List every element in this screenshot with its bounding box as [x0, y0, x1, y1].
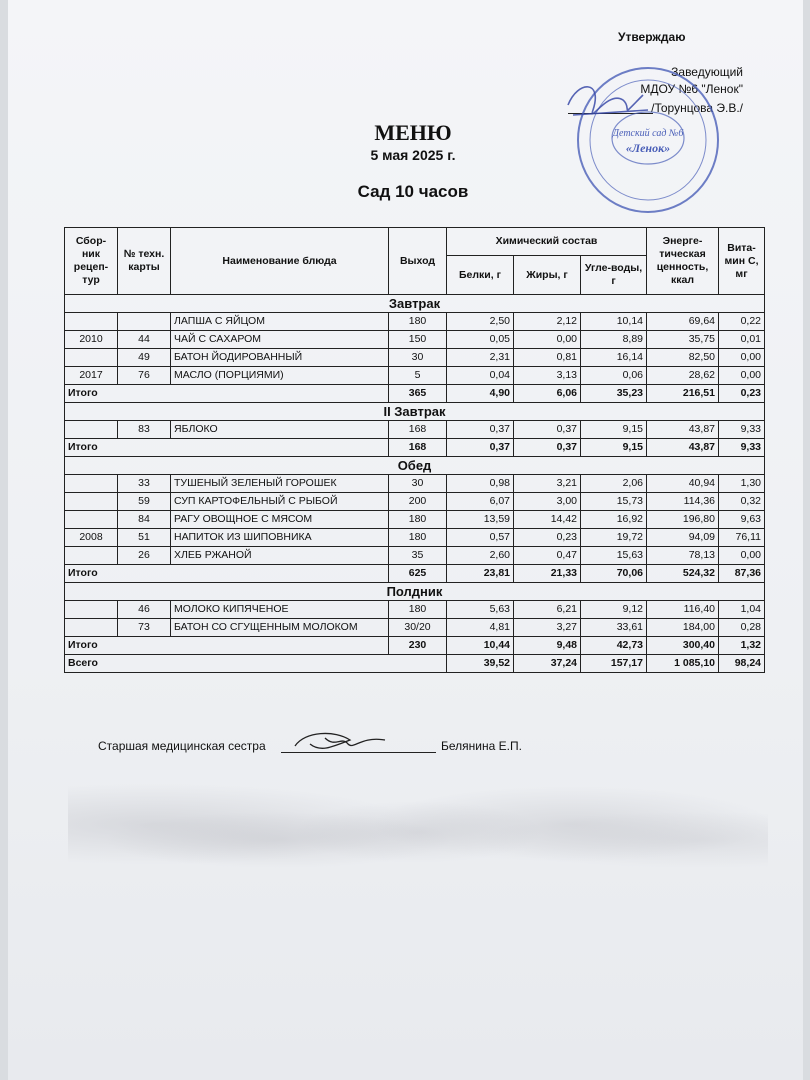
- cell-card: 84: [118, 511, 171, 529]
- cell-vitamin: 0,00: [719, 547, 765, 565]
- cell-carb: 0,06: [581, 367, 647, 385]
- cell-card: 59: [118, 493, 171, 511]
- stamp-text-2: «Ленок»: [625, 141, 671, 155]
- cell-energy: 35,75: [647, 331, 719, 349]
- cell-energy: 196,80: [647, 511, 719, 529]
- cell-protein: 0,57: [447, 529, 514, 547]
- cell-card: 44: [118, 331, 171, 349]
- cell-output: 30: [389, 349, 447, 367]
- total-row: [65, 385, 765, 403]
- total-fat: 9,48: [514, 637, 581, 655]
- total-label: Итого: [65, 565, 389, 583]
- cell-dish: БАТОН СО СГУЩЕННЫМ МОЛОКОМ: [171, 619, 389, 637]
- cell-output: 5: [389, 367, 447, 385]
- total-vitamin: 87,36: [719, 565, 765, 583]
- grand-total-fat: 37,24: [514, 655, 581, 673]
- cell-energy: 43,87: [647, 421, 719, 439]
- cell-carb: 8,89: [581, 331, 647, 349]
- approve-label: Утверждаю: [618, 30, 686, 44]
- cell-fat: 0,37: [514, 421, 581, 439]
- section-row: [65, 457, 765, 475]
- cell-fat: 0,23: [514, 529, 581, 547]
- table-row: [65, 547, 765, 565]
- cell-vitamin: 1,30: [719, 475, 765, 493]
- total-carb: 42,73: [581, 637, 647, 655]
- total-output: 168: [389, 439, 447, 457]
- cell-dish: БАТОН ЙОДИРОВАННЫЙ: [171, 349, 389, 367]
- cell-dish: НАПИТОК ИЗ ШИПОВНИКА: [171, 529, 389, 547]
- cell-carb: 9,15: [581, 421, 647, 439]
- cell-collection: [65, 421, 118, 439]
- header-fat: Жиры, г: [514, 256, 581, 295]
- cell-carb: 19,72: [581, 529, 647, 547]
- section-title: Полдник: [65, 583, 765, 601]
- cell-fat: 3,27: [514, 619, 581, 637]
- cell-dish: ТУШЕНЫЙ ЗЕЛЕНЫЙ ГОРОШЕК: [171, 475, 389, 493]
- cell-dish: МОЛОКО КИПЯЧЕНОЕ: [171, 601, 389, 619]
- cell-energy: 94,09: [647, 529, 719, 547]
- cell-carb: 15,63: [581, 547, 647, 565]
- header-card: № техн. карты: [118, 228, 171, 295]
- grand-total-energy: 1 085,10: [647, 655, 719, 673]
- total-output: 625: [389, 565, 447, 583]
- cell-output: 180: [389, 529, 447, 547]
- total-vitamin: 9,33: [719, 439, 765, 457]
- total-fat: 6,06: [514, 385, 581, 403]
- cell-collection: [65, 349, 118, 367]
- table-row: [65, 421, 765, 439]
- cell-card: 49: [118, 349, 171, 367]
- menu-subtitle: Сад 10 часов: [357, 182, 469, 201]
- cell-collection: [65, 493, 118, 511]
- cell-fat: 0,00: [514, 331, 581, 349]
- bleed-through-marks: [68, 760, 768, 920]
- cell-output: 180: [389, 511, 447, 529]
- cell-collection: 2017: [65, 367, 118, 385]
- section-title: II Завтрак: [65, 403, 765, 421]
- section-row: [65, 403, 765, 421]
- header-energy: Энерге-тическая ценность, ккал: [647, 228, 719, 295]
- cell-energy: 28,62: [647, 367, 719, 385]
- cell-vitamin: 0,00: [719, 349, 765, 367]
- total-protein: 10,44: [447, 637, 514, 655]
- total-carb: 9,15: [581, 439, 647, 457]
- table-row: [65, 475, 765, 493]
- total-protein: 23,81: [447, 565, 514, 583]
- cell-collection: [65, 619, 118, 637]
- head-name: /Торунцова Э.В./: [651, 101, 743, 115]
- cell-collection: [65, 511, 118, 529]
- cell-card: 83: [118, 421, 171, 439]
- cell-card: 26: [118, 547, 171, 565]
- cell-output: 30: [389, 475, 447, 493]
- total-fat: 0,37: [514, 439, 581, 457]
- cell-card: 76: [118, 367, 171, 385]
- total-protein: 4,90: [447, 385, 514, 403]
- header-dish: Наименование блюда: [171, 228, 389, 295]
- page-title: МЕНЮ: [374, 120, 452, 145]
- cell-fat: 0,81: [514, 349, 581, 367]
- cell-carb: 16,14: [581, 349, 647, 367]
- menu-date: 5 мая 2025 г.: [370, 147, 456, 163]
- total-carb: 70,06: [581, 565, 647, 583]
- nurse-role: Старшая медицинская сестра: [98, 739, 266, 753]
- nurse-signature: [290, 726, 390, 756]
- cell-card: 33: [118, 475, 171, 493]
- cell-vitamin: 0,01: [719, 331, 765, 349]
- header-chem: Химический состав: [447, 228, 647, 256]
- total-vitamin: 1,32: [719, 637, 765, 655]
- menu-table-body: [65, 295, 765, 673]
- cell-fat: 3,13: [514, 367, 581, 385]
- cell-protein: 0,04: [447, 367, 514, 385]
- grand-total-row: [65, 655, 765, 673]
- cell-protein: 13,59: [447, 511, 514, 529]
- cell-output: 150: [389, 331, 447, 349]
- cell-card: 73: [118, 619, 171, 637]
- table-row: [65, 529, 765, 547]
- cell-carb: 16,92: [581, 511, 647, 529]
- cell-energy: 69,64: [647, 313, 719, 331]
- cell-fat: 0,47: [514, 547, 581, 565]
- grand-total-vitamin: 98,24: [719, 655, 765, 673]
- cell-protein: 0,37: [447, 421, 514, 439]
- cell-dish: МАСЛО (ПОРЦИЯМИ): [171, 367, 389, 385]
- cell-dish: ЯБЛОКО: [171, 421, 389, 439]
- cell-protein: 2,60: [447, 547, 514, 565]
- cell-energy: 114,36: [647, 493, 719, 511]
- cell-card: 51: [118, 529, 171, 547]
- section-title: Обед: [65, 457, 765, 475]
- total-output: 230: [389, 637, 447, 655]
- total-row: [65, 565, 765, 583]
- table-row: [65, 349, 765, 367]
- cell-vitamin: 0,00: [719, 367, 765, 385]
- cell-protein: 5,63: [447, 601, 514, 619]
- cell-dish: РАГУ ОВОЩНОЕ С МЯСОМ: [171, 511, 389, 529]
- total-row: [65, 439, 765, 457]
- nurse-name: Белянина Е.П.: [441, 739, 522, 753]
- cell-protein: 6,07: [447, 493, 514, 511]
- cell-vitamin: 76,11: [719, 529, 765, 547]
- cell-energy: 116,40: [647, 601, 719, 619]
- header-collection: Сбор-ник рецеп-тур: [65, 228, 118, 295]
- total-label: Итого: [65, 385, 389, 403]
- cell-protein: 0,98: [447, 475, 514, 493]
- cell-vitamin: 0,28: [719, 619, 765, 637]
- cell-collection: [65, 547, 118, 565]
- cell-output: 168: [389, 421, 447, 439]
- total-protein: 0,37: [447, 439, 514, 457]
- section-row: [65, 295, 765, 313]
- table-row: [65, 367, 765, 385]
- cell-fat: 2,12: [514, 313, 581, 331]
- table-row: [65, 601, 765, 619]
- grand-total-label: Всего: [65, 655, 447, 673]
- section-row: [65, 583, 765, 601]
- header-protein: Белки, г: [447, 256, 514, 295]
- header-carb: Угле-воды, г: [581, 256, 647, 295]
- table-row: [65, 493, 765, 511]
- total-energy: 300,40: [647, 637, 719, 655]
- total-label: Итого: [65, 439, 389, 457]
- cell-output: 180: [389, 313, 447, 331]
- cell-dish: ХЛЕБ РЖАНОЙ: [171, 547, 389, 565]
- total-energy: 524,32: [647, 565, 719, 583]
- cell-dish: ЧАЙ С САХАРОМ: [171, 331, 389, 349]
- total-label: Итого: [65, 637, 389, 655]
- cell-protein: 4,81: [447, 619, 514, 637]
- cell-vitamin: 1,04: [719, 601, 765, 619]
- cell-carb: 33,61: [581, 619, 647, 637]
- total-carb: 35,23: [581, 385, 647, 403]
- total-row: [65, 637, 765, 655]
- cell-output: 35: [389, 547, 447, 565]
- stamp-text-1: Детский сад №6: [612, 128, 684, 139]
- cell-fat: 3,21: [514, 475, 581, 493]
- cell-output: 180: [389, 601, 447, 619]
- cell-energy: 184,00: [647, 619, 719, 637]
- cell-energy: 40,94: [647, 475, 719, 493]
- cell-vitamin: 9,33: [719, 421, 765, 439]
- cell-energy: 78,13: [647, 547, 719, 565]
- cell-carb: 9,12: [581, 601, 647, 619]
- total-energy: 216,51: [647, 385, 719, 403]
- table-row: [65, 313, 765, 331]
- menu-table: [64, 227, 765, 673]
- table-row: [65, 511, 765, 529]
- cell-protein: 2,31: [447, 349, 514, 367]
- cell-output: 30/20: [389, 619, 447, 637]
- cell-collection: [65, 601, 118, 619]
- cell-collection: 2008: [65, 529, 118, 547]
- cell-protein: 2,50: [447, 313, 514, 331]
- total-output: 365: [389, 385, 447, 403]
- header-vitamin: Вита-мин С, мг: [719, 228, 765, 295]
- cell-dish: ЛАПША С ЯЙЦОМ: [171, 313, 389, 331]
- head-organization: МДОУ №6 "Ленок": [640, 82, 743, 96]
- cell-collection: [65, 313, 118, 331]
- cell-card: 46: [118, 601, 171, 619]
- cell-vitamin: 9,63: [719, 511, 765, 529]
- cell-carb: 2,06: [581, 475, 647, 493]
- cell-vitamin: 0,22: [719, 313, 765, 331]
- cell-collection: [65, 475, 118, 493]
- head-position: Заведующий: [671, 65, 743, 79]
- grand-total-carb: 157,17: [581, 655, 647, 673]
- cell-fat: 3,00: [514, 493, 581, 511]
- cell-carb: 15,73: [581, 493, 647, 511]
- cell-vitamin: 0,32: [719, 493, 765, 511]
- head-signature: [568, 87, 648, 115]
- cell-carb: 10,14: [581, 313, 647, 331]
- grand-total-protein: 39,52: [447, 655, 514, 673]
- cell-energy: 82,50: [647, 349, 719, 367]
- cell-output: 200: [389, 493, 447, 511]
- cell-card: [118, 313, 171, 331]
- cell-collection: 2010: [65, 331, 118, 349]
- total-vitamin: 0,23: [719, 385, 765, 403]
- total-energy: 43,87: [647, 439, 719, 457]
- cell-protein: 0,05: [447, 331, 514, 349]
- total-fat: 21,33: [514, 565, 581, 583]
- table-row: [65, 331, 765, 349]
- section-title: Завтрак: [65, 295, 765, 313]
- cell-dish: СУП КАРТОФЕЛЬНЫЙ С РЫБОЙ: [171, 493, 389, 511]
- cell-fat: 6,21: [514, 601, 581, 619]
- table-row: [65, 619, 765, 637]
- header-output: Выход: [389, 228, 447, 295]
- document-page: [8, 0, 803, 1080]
- cell-fat: 14,42: [514, 511, 581, 529]
